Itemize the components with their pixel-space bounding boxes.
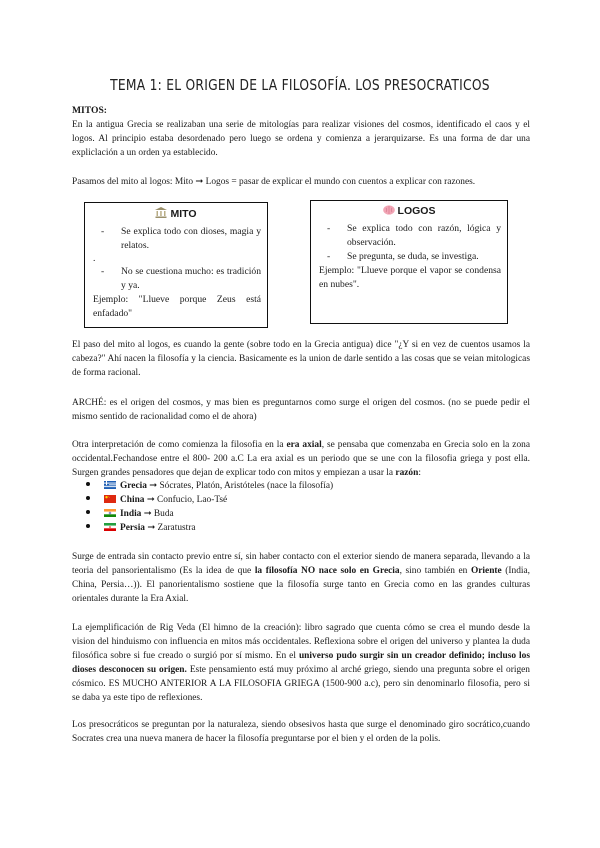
brain-icon xyxy=(383,205,395,218)
china-flag-icon xyxy=(104,494,116,502)
stray-dot: . xyxy=(93,253,96,264)
list-item: India ➞ Buda xyxy=(86,507,174,521)
list-item: Grecia ➞ Sócrates, Platón, Aristóteles (nace la filosofía) xyxy=(86,479,333,493)
arche-paragraph: ARCHÉ: es el origen del cosmos, y mas bien es preguntarnos como surge el origen del cosmos. (no se puede pedir el mismo sentido de racionalidad como el de ahora) xyxy=(72,398,530,422)
logos-box-title: LOGOS xyxy=(397,205,436,217)
list-item: Persia ➞ Zaratustra xyxy=(86,521,196,535)
mito-box-title: MITO xyxy=(170,208,197,220)
india-flag-icon xyxy=(104,508,116,516)
mito-list xyxy=(85,225,267,253)
mito-item: - Se explica todo con dioses, magia y relatos. xyxy=(121,225,261,253)
logos-example: Ejemplo: "Llueve porque el vapor se condensa en nubes". xyxy=(319,265,501,290)
panorientalismo-paragraph: Surge de entrada sin contacto previo entre sí, sin haber contacto con el exterior siendo de manera separada, llevando a la teoria del pansorientalismo (Es la idea de que la filosofía NO nace solo en Grecia, sino también en Oriente (India, China, Persia…)). El panorientalismo sostiene que la filosofía surge tanto en Grecia como en las grandes culturas orientales durante la Era Axial. xyxy=(72,552,531,604)
presocraticos-paragraph: Los presocráticos se preguntan por la naturaleza, siendo obsesivos hasta que surge el denominado giro socrático,cuando Socrates crea una nueva manera de hacer la filosofía preguntarse por el bien y el orden de la polis. xyxy=(72,720,530,744)
mitos-paragraph: En la antigua Grecia se realizaban una serie de mitologías para realizar visiones del cosmos, identificado el caos y el logos. Al principio estaba desordenado pero luego se ordena y comienza a jerarquizarse. Es una forma de dar una expliclación a un orden ya establecido. xyxy=(72,120,530,158)
era-axial-paragraph: Otra interpretación de como comienza la filosofia en la era axial, se pensaba que comenzaba en Grecia solo en la zona occidental.Fechandose entre el 800- 200 a.C La era axial es un periodo que se une con la filosofia griega y post ella. Surgen grandes pensadores que dejan de explicar todo con mitos y empiezan a usar la razón: xyxy=(72,440,530,478)
greece-flag-icon xyxy=(104,480,116,488)
logos-list xyxy=(311,222,507,264)
mito-item: - No se cuestiona mucho: es tradición y ya. xyxy=(121,265,261,293)
mito-example: Ejemplo: "Llueve porque Zeus está enfadado" xyxy=(93,294,261,319)
logos-item: - Se explica todo con razón, lógica y observación. xyxy=(347,222,501,250)
iran-flag-icon xyxy=(104,522,116,530)
page-title: TEMA 1: EL ORIGEN DE LA FILOSOFÍA. LOS PRESOCRATICOS xyxy=(110,76,490,94)
rig-veda-paragraph: La ejemplificación de Rig Veda (El himno de la creación): libro sagrado que cuenta cómo se crea el mundo desde la vision del hinduismo con influencia en mitos más occidentales. Reflexiona sobre el origen del universo y plantea la duda filosófica sobre si fue creado o surgió por sí mismo. En el universo pudo surgir sin un creador definido; incluso los dioses desconocen su origen. Este pensamiento está muy próximo al arché griego, siendo una pregunta sobre el origen cósmico. ES MUCHO ANTERIOR A LA FILOSOFIA GRIEGA (1500-900 a.c), pero sin denominarlo filosofia, pero si se daba ya este tipo de reflexiones. xyxy=(72,623,530,703)
mitos-heading: MITOS: xyxy=(72,105,108,116)
classical-building-icon xyxy=(155,207,167,221)
list-item: China ➞ Confucio, Lao-Tsé xyxy=(86,493,227,507)
mito-logos-line: Pasamos del mito al logos: Mito ➞ Logos = pasar de explicar el mundo con cuentos a explicar con razones. xyxy=(72,177,476,187)
mito-box xyxy=(84,202,268,328)
logos-item: - Se pregunta, se duda, se investiga. xyxy=(347,250,501,264)
mito-list-2 xyxy=(85,265,267,293)
logos-box xyxy=(310,200,508,324)
mito-logos-paragraph: El paso del mito al logos, es cuando la gente (sobre todo en la Grecia antigua) dice "¿Y si en vez de cuentos usamos la cabeza?" Ahí nacen la filosofía y la ciencia. Basicamente es la union de darle sentido a las cosas que se veian mitologicas de forma racional. xyxy=(72,340,530,378)
